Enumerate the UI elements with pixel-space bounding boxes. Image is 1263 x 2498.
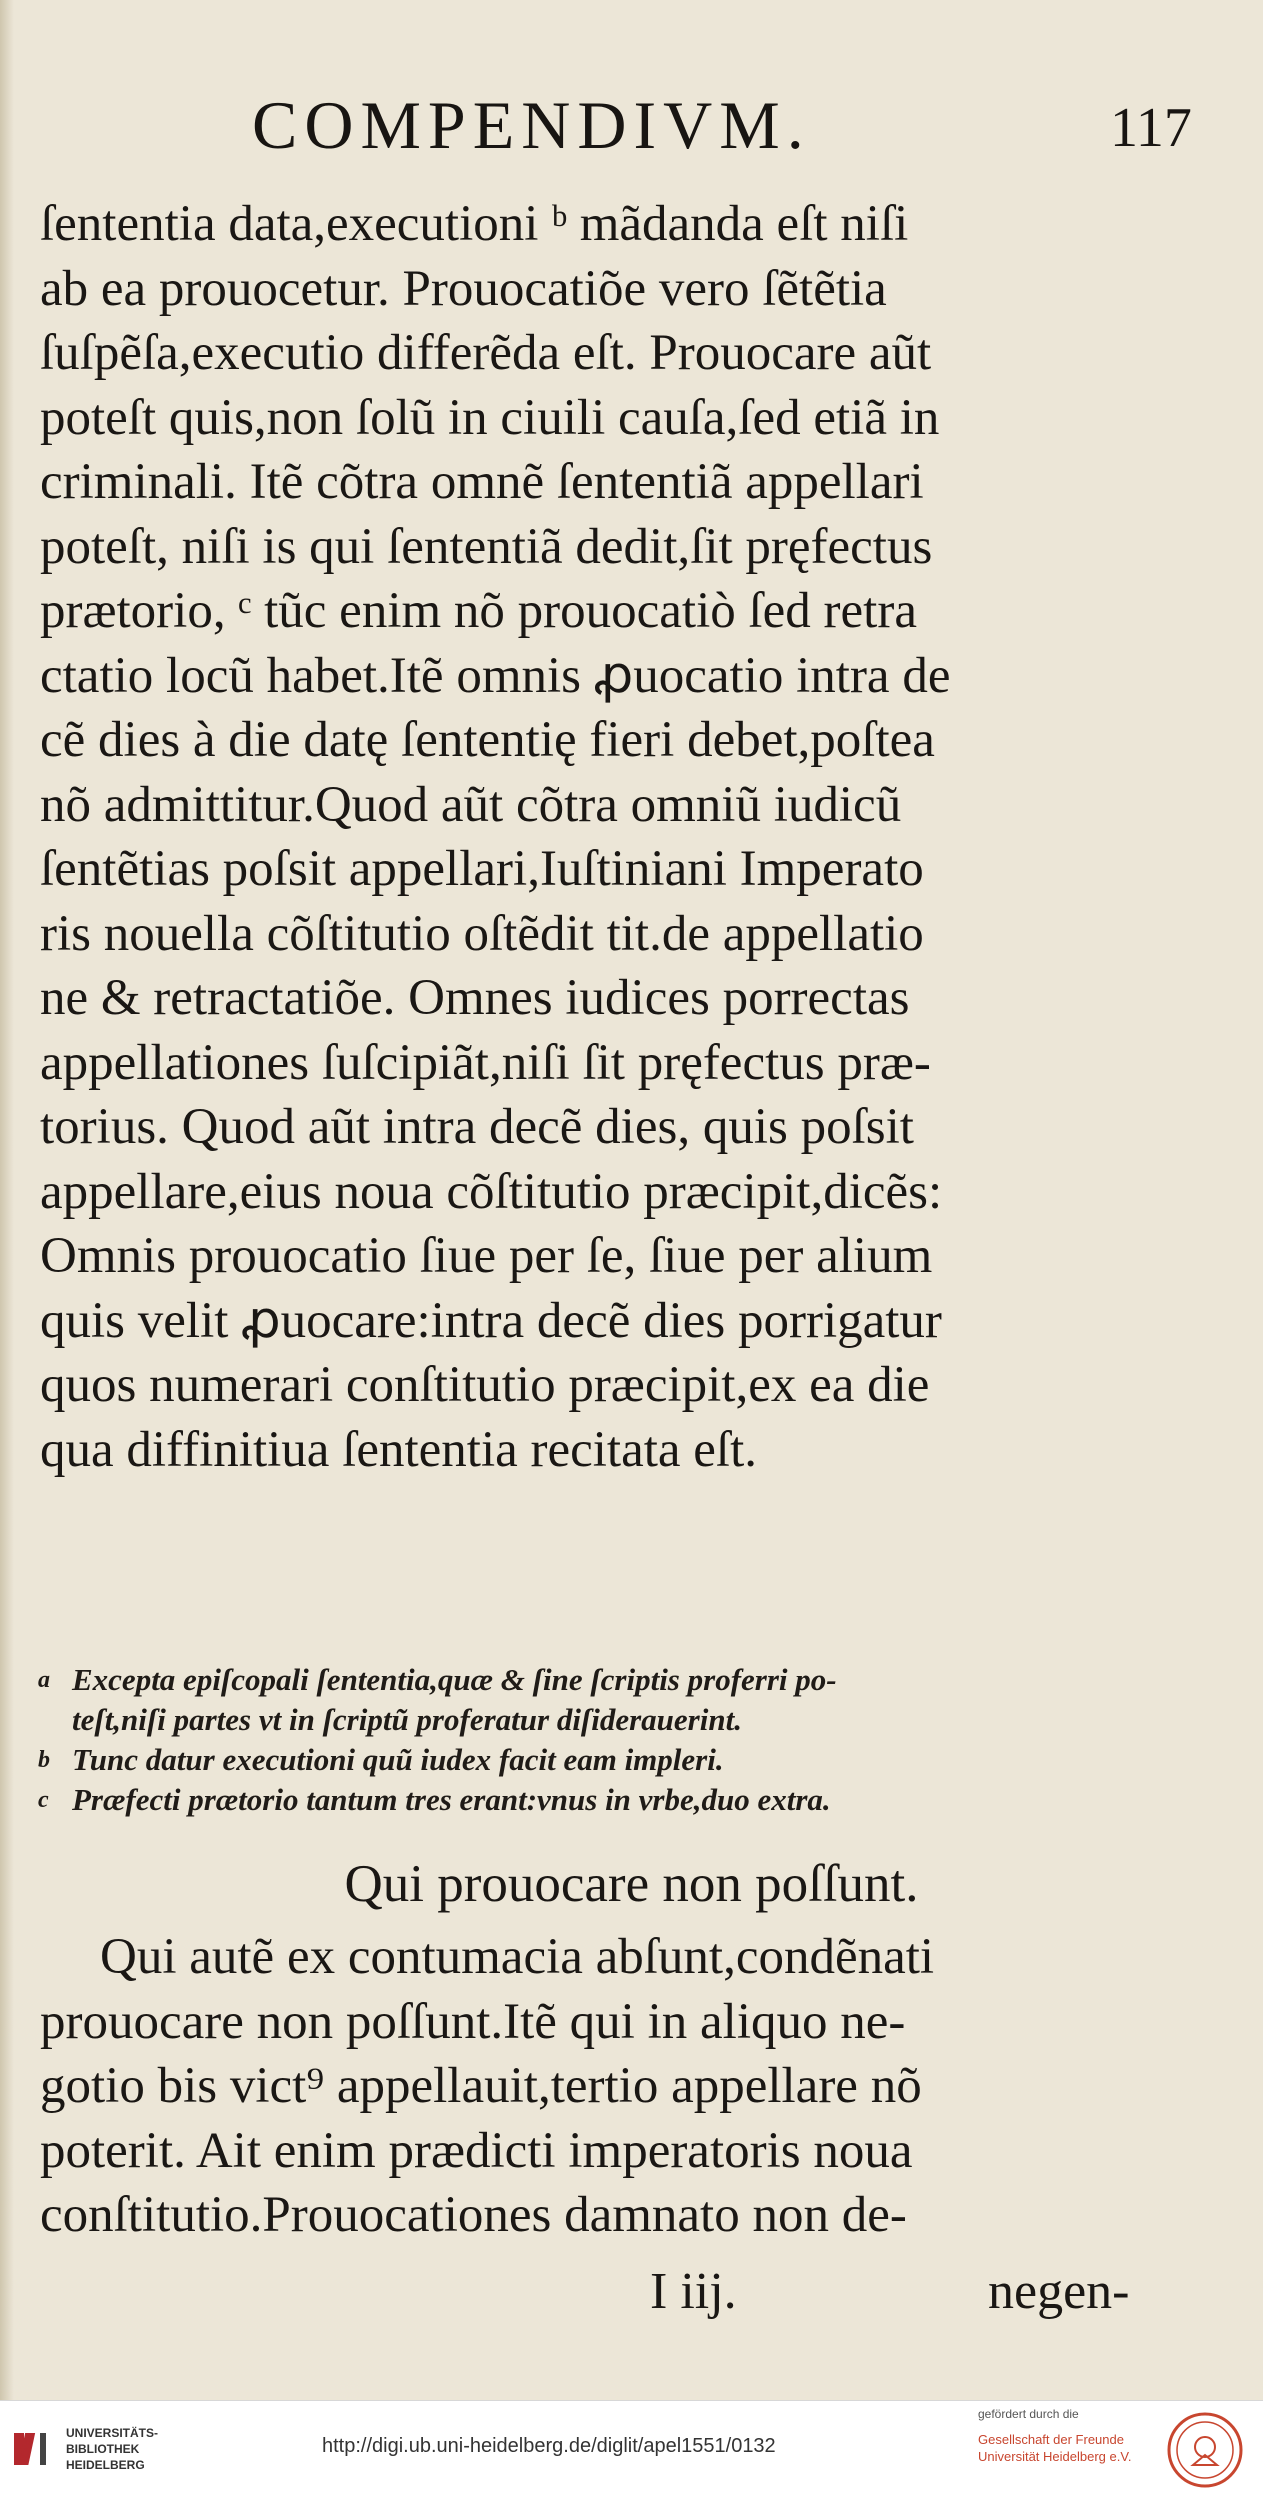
text-line: ne & retractatiõe. Omnes iudices porrectas	[40, 970, 910, 1026]
text-line: ab ea prouocetur. Prouocatiõe vero ſẽtẽtia	[40, 260, 887, 317]
text-line: poterit. Ait enim prædicti imperatoris noua	[40, 2122, 913, 2179]
text-line: nõ admittitur.Quod aũt cõtra omniũ iudicũ	[40, 776, 902, 833]
main-text-block	[40, 192, 1230, 1482]
text-line: Omnis prouocatio ſiue per ſe, ſiue per alium	[40, 1228, 933, 1284]
institution-line: HEIDELBERG	[66, 2458, 145, 2472]
section-text-block	[40, 1925, 1230, 2248]
text-line: criminali. Itẽ cõtra omnẽ ſententiã appellari	[40, 454, 924, 510]
section-heading: Qui prouocare non poſſunt.	[344, 1855, 919, 1913]
text-line: ſentẽtias poſsit appellari,Iuſtiniani Imperato	[40, 841, 924, 897]
sponsor-label: gefördert durch die	[978, 2407, 1079, 2421]
university-library-logo-icon[interactable]	[12, 2429, 52, 2469]
text-line: torius. Quod aũt intra decẽ dies, quis poſsit	[40, 1099, 914, 1155]
text-line: conſtitutio.Prouocationes damnato non de-	[40, 2187, 907, 2243]
note-marker: a	[38, 1667, 50, 1693]
note-line	[38, 1740, 1228, 1780]
text-line: prætorio, ᶜ tũc enim nõ prouocatiò ſed retra	[40, 583, 917, 639]
institution-line: BIBLIOTHEK	[66, 2442, 140, 2456]
marginal-notes	[38, 1660, 1228, 1820]
text-line: Qui autẽ ex contumacia abſunt,condẽnati	[100, 1929, 935, 1985]
text-line: gotio bis vict⁹ appellauit,tertio appellare nõ	[40, 2058, 922, 2114]
text-line: ſuſpẽſa,executio differẽda eſt. Prouocare aũt	[40, 325, 932, 381]
digital-library-footer	[0, 2400, 1263, 2498]
page-gutter-shadow	[0, 0, 14, 2400]
note-text: teſt,niſi partes vt in ſcriptũ proferatur diſiderauerint.	[72, 1702, 742, 1737]
catchword: negen-	[988, 2263, 1130, 2320]
text-line: cẽ dies à die datę ſententię fieri debet,poſtea	[40, 712, 935, 768]
signature-mark: I iij.	[650, 2263, 737, 2320]
note-line	[38, 1700, 1228, 1740]
university-seal-icon	[1166, 2411, 1244, 2489]
note-marker: c	[38, 1787, 49, 1813]
text-line: ris nouella cõſtitutio oſtẽdit tit.de appellatio	[40, 905, 924, 962]
note-text: Excepta epiſcopali ſententia,quæ & ſine ſcriptis proferri po-	[72, 1662, 837, 1697]
text-line: poteſt, niſi is qui ſententiã dedit,ſit pręfectus	[40, 518, 933, 575]
text-line: ctatio locũ habet.Itẽ omnis ꝓuocatio intra de	[40, 647, 951, 704]
page-header	[0, 86, 1263, 176]
text-line: ſententia data,executioni ᵇ mãdanda eſt niſi	[40, 196, 909, 252]
text-line: poteſt quis,non ſolũ in ciuili cauſa,ſed etiã in	[40, 389, 940, 446]
note-line	[38, 1660, 1228, 1700]
note-line	[38, 1780, 1228, 1820]
institution-line: UNIVERSITÄTS-	[66, 2426, 159, 2440]
page-footer	[0, 2262, 1263, 2332]
sponsor-line: Universität Heidelberg e.V.	[978, 2449, 1132, 2464]
note-text: Tunc datur executioni quũ iudex facit eam impleri.	[72, 1742, 724, 1777]
page-number: 117	[1110, 97, 1192, 159]
text-line: qua diffinitiua ſententia recitata eſt.	[40, 1421, 758, 1478]
note-marker: b	[38, 1747, 50, 1773]
text-line: prouocare non poſſunt.Itẽ qui in aliquo ne-	[40, 1993, 906, 2050]
sponsor-line: Gesellschaft der Freunde	[978, 2432, 1124, 2447]
text-line: quis velit ꝓuocare:intra decẽ dies porrigatur	[40, 1292, 942, 1349]
text-line: appellationes ſuſcipiãt,niſi ſit pręfectus præ-	[40, 1034, 931, 1091]
running-title: COMPENDIVM.	[252, 87, 811, 163]
source-url-link[interactable]: http://digi.ub.uni-heidelberg.de/diglit/apel1551/0132	[322, 2435, 776, 2457]
institution-name[interactable]	[66, 2425, 158, 2473]
sponsor-name[interactable]	[978, 2431, 1131, 2465]
text-line: quos numerari conſtitutio præcipit,ex ea die	[40, 1357, 930, 1413]
text-line: appellare,eius noua cõſtitutio præcipit,dicẽs:	[40, 1163, 943, 1220]
note-text: Præfecti prætorio tantum tres erant:vnus in vrbe,duo extra.	[72, 1782, 831, 1817]
